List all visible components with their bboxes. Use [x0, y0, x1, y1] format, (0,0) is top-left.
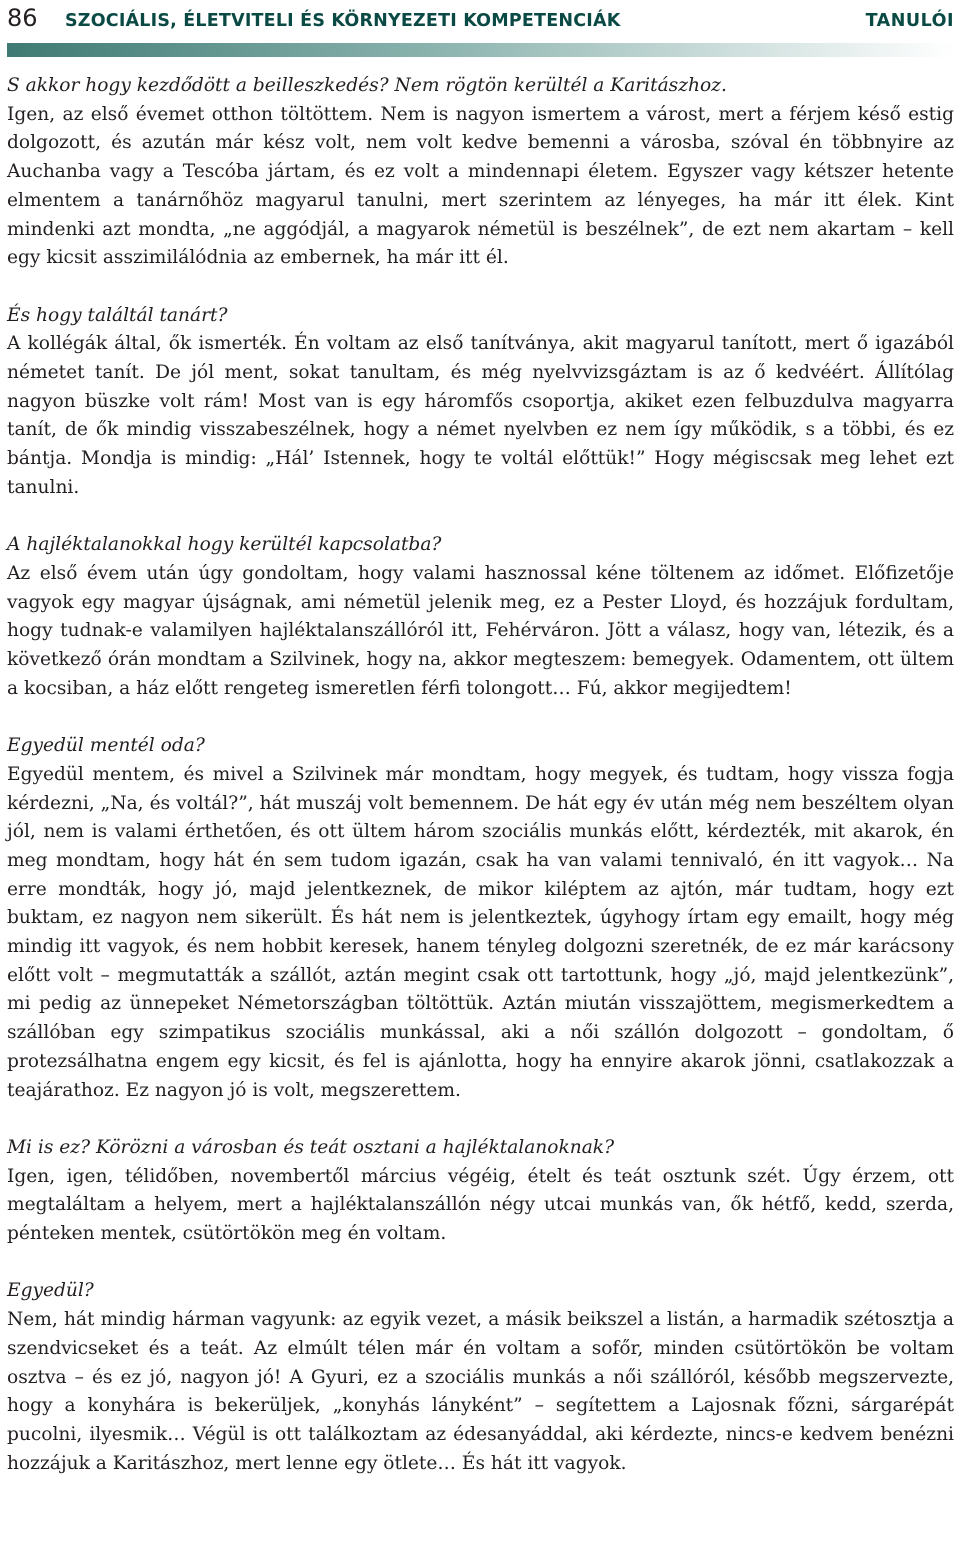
interview-question: S akkor hogy kezdődött a beilleszkedés? Nem rögtön kerültél a Karitászhoz. [7, 75, 727, 96]
qa-block [7, 1134, 954, 1249]
running-header [7, 0, 954, 34]
qa-block [7, 1277, 954, 1478]
interview-question: A hajléktalanokkal hogy kerültél kapcsolatba? [7, 534, 442, 556]
interview-question: És hogy találtál tanárt? [7, 304, 228, 326]
interview-body [7, 72, 954, 1478]
interview-question: Mi is ez? Körözni a városban és teát osztani a hajléktalanoknak? [7, 1136, 615, 1158]
page-number: 86 [7, 4, 38, 32]
interview-answer: Igen, igen, télidőben, novembertől március végéig, ételt és teát osztunk szét. Úgy érzem, ott megtaláltam a helyem, mert a hajléktalanszállón négy utcai munkás van, ők hétfő, kedd, szerda, pénteken mentek, csütörtökön meg én voltam. [7, 1165, 954, 1245]
interview-answer: Nem, hát mindig hárman vagyunk: az egyik vezet, a másik beikszel a listán, a harmadik szétosztja a szendvicseket és a teát. Az elmúlt télen már én voltam a sofőr, minden csütörtökön be voltam osztva – és ez jó, nagyon jó! A Gyuri, ez a szociális munkás a női szállóról, később megszervezte, hogy a konyhára is bekerüljek, „konyhás lányként” – segítettem a Lajosnak főzni, sárgarépát pucolni, ilyesmik… Végül is ott találkoztam az édesanyáddal, aki kérdezte, nincs-e kedvem benézni hozzájuk a Karitászhoz, mert lenne egy ötlete… És hát itt vagyok. [7, 1309, 954, 1474]
interview-question: Egyedül? [7, 1280, 94, 1302]
interview-answer: Az első évem után úgy gondoltam, hogy valami hasznossal kéne töltenem az időmet. Előfizetője vagyok egy magyar újságnak, ami németül jelenik meg, ez a Pester Lloyd, és hozzájuk fordultam, hogy tudnak-e valamilyen hajléktalanszállóról itt, Fehérváron. Jött a válasz, hogy van, létezik, és a következő órán mondtam a Szilvinek, hogy na, akkor megteszem: bemegyek. Odamentem, ott ültem a kocsiban, a ház előtt rengeteg ismeretlen férfi tolongott… Fú, akkor megijedtem! [7, 562, 954, 699]
interview-answer: A kollégák által, ők ismerték. Én voltam az első tanítványa, akit magyarul tanított, mert ő igazából németet tanít. De jól ment, sokat tanultam, és még nyelvvizsgáztam is az ő kedvéért. Állítólag nagyon büszke volt rám! Most van is egy háromfős csoportja, akiket ezen felbuzdulva magyarra tanít, de ők mindig visszabeszélnek, hogy a német nyelvben ez nem így működik, s a többi, és ez bántja. Mondja is mindig: „Hál’ Istennek, hogy te voltál előttük!” Hogy mégiscsak meg lehet ezt tanulni. [7, 333, 954, 498]
qa-block [7, 302, 954, 503]
section-tag: TANULÓI [865, 11, 954, 31]
interview-answer: Igen, az első évemet otthon töltöttem. Nem is nagyon ismertem a várost, mert a férjem késő estig dolgozott, és azután már kész volt, nem volt kedve bemenni a városba, szóval én többnyire az Auchanba vagy a Tescóba jártam, és ez volt a mindennapi életem. Egyszer vagy kétszer hetente elmentem a tanárnőhöz magyarul tanulni, mert szerintem az lényeges, ha már itt élek. Kint mindenki azt mondta, „ne aggódjál, a magyarok németül is beszélnek”, de ezt nem akartam – kell egy kicsit asszimilálódnia az embernek, ha már itt él. [7, 103, 954, 269]
qa-block [7, 732, 954, 1105]
interview-question: Egyedül mentél oda? [7, 735, 205, 757]
running-title: SZOCIÁLIS, ÉLETVITELI ÉS KÖRNYEZETI KOMPETENCIÁK [65, 11, 621, 31]
qa-block [7, 72, 954, 273]
interview-answer: Egyedül mentem, és mivel a Szilvinek már mondtam, hogy megyek, és tudtam, hogy vissza fogja kérdezni, „Na, és voltál?”, hát muszáj volt bemennem. De hát egy év után még nem beszéltem olyan jól, nem is valami érthetően, és ott ültem három szociális munkás előtt, kérdezték, mit akarok, én meg mondtam, hogy hát én sem tudom igazán, csak ha van valami tennivaló, én itt vagyok… Na erre mondták, hogy jó, majd jelentkeznek, de mikor kiléptem az ajtón, már tudtam, hogy ezt buktam, ez nagyon nem sikerült. És hát nem is jelentkeztek, úgyhogy írtam egy emailt, hogy még mindig itt vagyok, és nem hobbit keresek, hanem tényleg dolgozni szeretnék, de ez már karácsony előtt volt – megmutatták a szállót, aztán megint csak ott tartottunk, hogy „jó, majd jelentkezünk”, mi pedig az ünnepeket Németországban töltöttük. Aztán miután visszajöttem, megismerkedtem a szállóban egy szimpatikus szociális munkással, aki a női szállón dolgozott – gondoltam, ő protezsálhatna engem egy kicsit, és fel is ajánlotta, hogy ha ennyire akarok jönni, csatlakozzak a teajárathoz. Ez nagyon jó is volt, megszerettem. [7, 763, 954, 1101]
qa-block [7, 531, 954, 703]
header-gradient-rule [7, 43, 954, 57]
